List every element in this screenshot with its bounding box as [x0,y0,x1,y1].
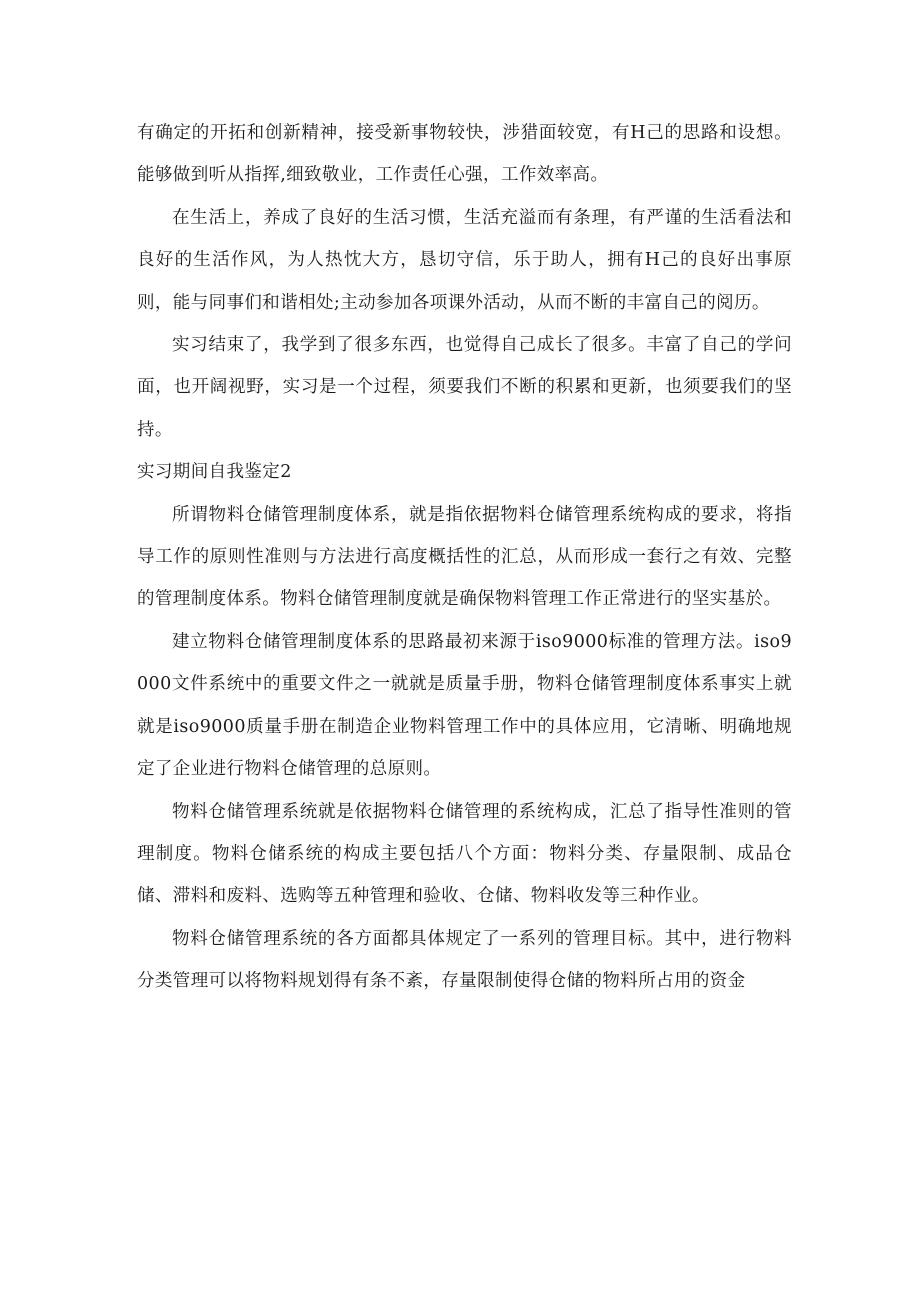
paragraph-6: 物料仓储管理系统就是依据物料仓储管理的系统构成，汇总了指导性准则的管理制度。物料仓储系统的构成主要包括八个方面：物料分类、存量限制、成品仓储、滞料和废料、选购等五种管理和验收、仓储、物料收发等三种作业。 [137,801,792,907]
document-page [137,112,792,1003]
paragraph-2: 在生活上，养成了良好的生活习惯，生活充溢而有条理，有严谨的生活看法和良好的生活作风，为人热忱大方，恳切守信，乐于助人，拥有H己的良好出事原则，能与同事们和谐相处;主动参加各项课外活动，从而不断的丰富自己的阅历。 [137,207,792,313]
paragraph-1: 有确定的开拓和创新精神，接受新事物较快，涉猎面较宽，有H己的思路和设想。能够做到听从指挥,细致敬业，工作责任心强，工作效率高。 [137,123,792,186]
section-heading: 实习期间自我鉴定2 [137,462,292,483]
paragraph-4: 所谓物料仓储管理制度体系，就是指依据物料仓储管理系统构成的要求，将指导工作的原则性准则与方法进行高度概括性的汇总，从而形成一套行之有效、完整的管理制度体系。物料仓储管理制度就是确保物料管理工作正常进行的坚实基於。 [137,504,792,610]
paragraph-7: 物料仓储管理系统的各方面都具体规定了一系列的管理目标。其中，进行物料分类管理可以将物料规划得有条不紊，存量限制使得仓储的物料所占用的资金 [137,928,792,992]
paragraph-3: 实习结束了，我学到了很多东西，也觉得自己成长了很多。丰富了自己的学问面，也开阔视野，实习是一个过程，须要我们不断的积累和更新，也须要我们的坚持。 [137,335,792,440]
paragraph-5: 建立物料仓储管理制度体系的思路最初来源于iso9000标准的管理方法。iso9000文件系统中的重要文件之一就就是质量手册，物料仓储管理制度体系事实上就就是iso9000质量手册在制造企业物料管理工作中的具体应用，它清晰、明确地规定了企业进行物料仓储管理的总原则。 [137,631,792,780]
